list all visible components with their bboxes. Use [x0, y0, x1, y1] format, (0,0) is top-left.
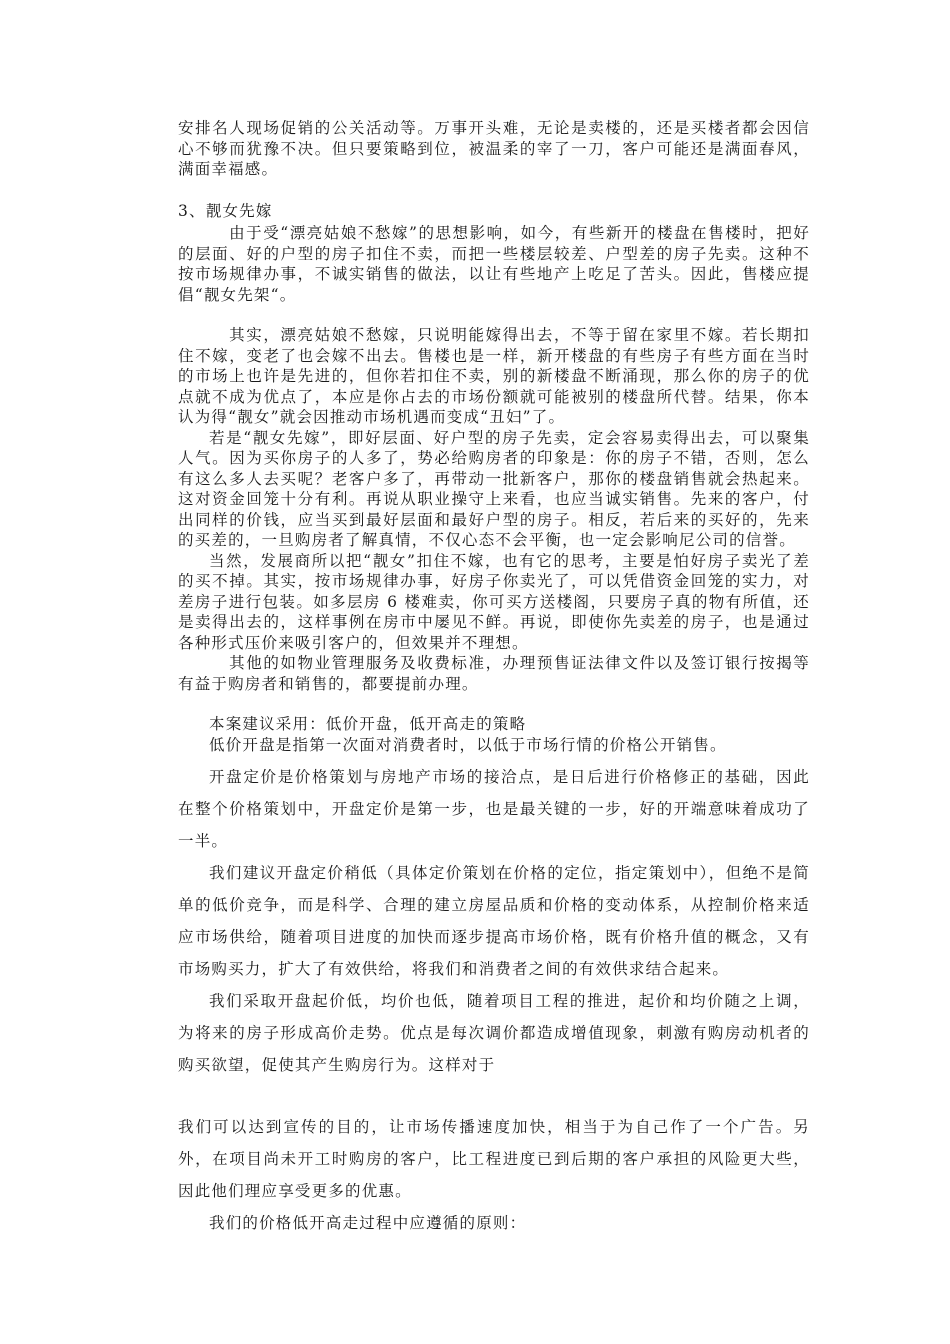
document-page: [178, 118, 810, 1239]
section-heading: 3、靓女先嫁: [178, 201, 273, 220]
paragraph-of-course: 当然，发展商所以把“靓女”扣住不嫁，也有它的思考，主要是怕好房子卖光了差的买不掉。其实，按市场规律办事，好房子你卖光了，可以凭借资金回笼的实力，对差房子进行包装。如多层房 6 楼难卖，你可买方送楼阁，只要房子真的物有所值，还是卖得出去的，这样事例在房市中屡见不鲜。再说，即使你先卖差的房子，也是通过各种形式压价来吸引客户的，但效果并不理想。: [178, 551, 810, 652]
paragraph-intro: 安排名人现场促销的公关活动等。万事开头难，无论是卖楼的，还是买楼者都会因信心不够而犹豫不决。但只要策略到位，被温柔的宰了一刀，客户可能还是满面春风，满面幸福感。: [178, 119, 810, 178]
paragraph-promotion: 我们可以达到宣传的目的，让市场传播速度加快，相当于为自己作了一个广告。另外，在项目尚未开工时购房的客户，比工程进度已到后期的客户承担的风险更大些，因此他们理应享受更多的优惠。: [178, 1118, 810, 1200]
paragraph-opening-price: 开盘定价是价格策划与房地产市场的接洽点，是日后进行价格修正的基础，因此在整个价格策划中，开盘定价是第一步，也是最关键的一步，好的开端意味着成功了一半。: [178, 768, 810, 850]
paragraph-suggestion: 我们建议开盘定价稍低（具体定价策划在价格的定位，指定策划中），但绝不是简单的低价竞争，而是科学、合理的建立房屋品质和价格的变动体系，从控制价格来适应市场供给，随着项目进度的加快而逐步提高市场价格，既有价格升值的概念，又有市场购买力，扩大了有效供给，将我们和消费者之间的有效供求结合起来。: [178, 864, 810, 978]
paragraph-approach: 我们采取开盘起价低，均价也低，随着项目工程的推进，起价和均价随之上调，为将来的房子形成高价走势。优点是每次调价都造成增值现象，刺激有购房动机者的购买欲望，促使其产生购房行为。这样对于: [178, 992, 810, 1074]
paragraph-beauty-first: 由于受“漂亮姑娘不愁嫁”的思想影响，如今，有些新开的楼盘在售楼时，把好的层面、好的户型的房子扣住不卖，而把一些楼层较差、户型差的房子先卖。这种不按市场规律办事，不诚实销售的做法，以让有些地产上吃足了苦头。因此，售楼应提倡“靓女先架“。: [178, 224, 810, 304]
paragraph-actually: 其实，漂亮姑娘不愁嫁，只说明能嫁得出去，不等于留在家里不嫁。若长期扣住不嫁，变老了也会嫁不出去。售楼也是一样，新开楼盘的有些房子有些方面在当时的市场上也许是先进的，但你若扣住不卖，别的新楼盘不断涌现，那么你的房子的优点就不成为优点了，本应是你占去的市场份额就可能被别的楼盘所代替。结果，你本认为得“靓女”就会因推动市场机遇而变成“丑妇”了。: [178, 326, 810, 426]
paragraph-if-beauty-first: 若是“靓女先嫁”，即好层面、好户型的房子先卖，定会容易卖得出去，可以聚集人气。因为买你房子的人多了，势必给购房者的印象是：你的房子不错，否则，怎么有这么多人去买呢？老客户多了，再带动一批新客户，那你的楼盘销售就会热起来。这对资金回笼十分有利。再说从职业操守上来看，也应当诚实销售。先来的客户，付出同样的价钱，应当买到最好层面和最好户型的房子。相反，若后来的买好的，先来的买差的，一旦购房者了解真情，不仅心态不会平衡，也一定会影响尼公司的信誉。: [178, 428, 810, 549]
paragraph-principles: 我们的价格低开高走过程中应遵循的原则：: [209, 1214, 527, 1232]
paragraph-low-open-definition: 低价开盘是指第一次面对消费者时，以低于市场行情的价格公开销售。: [209, 735, 727, 754]
paragraph-other-services: 其他的如物业管理服务及收费标准，办理预售证法律文件以及签订银行按揭等有益于购房者和销售的，都要提前办理。: [178, 654, 810, 693]
paragraph-strategy: 本案建议采用：低价开盘，低开高走的策略: [209, 715, 527, 733]
